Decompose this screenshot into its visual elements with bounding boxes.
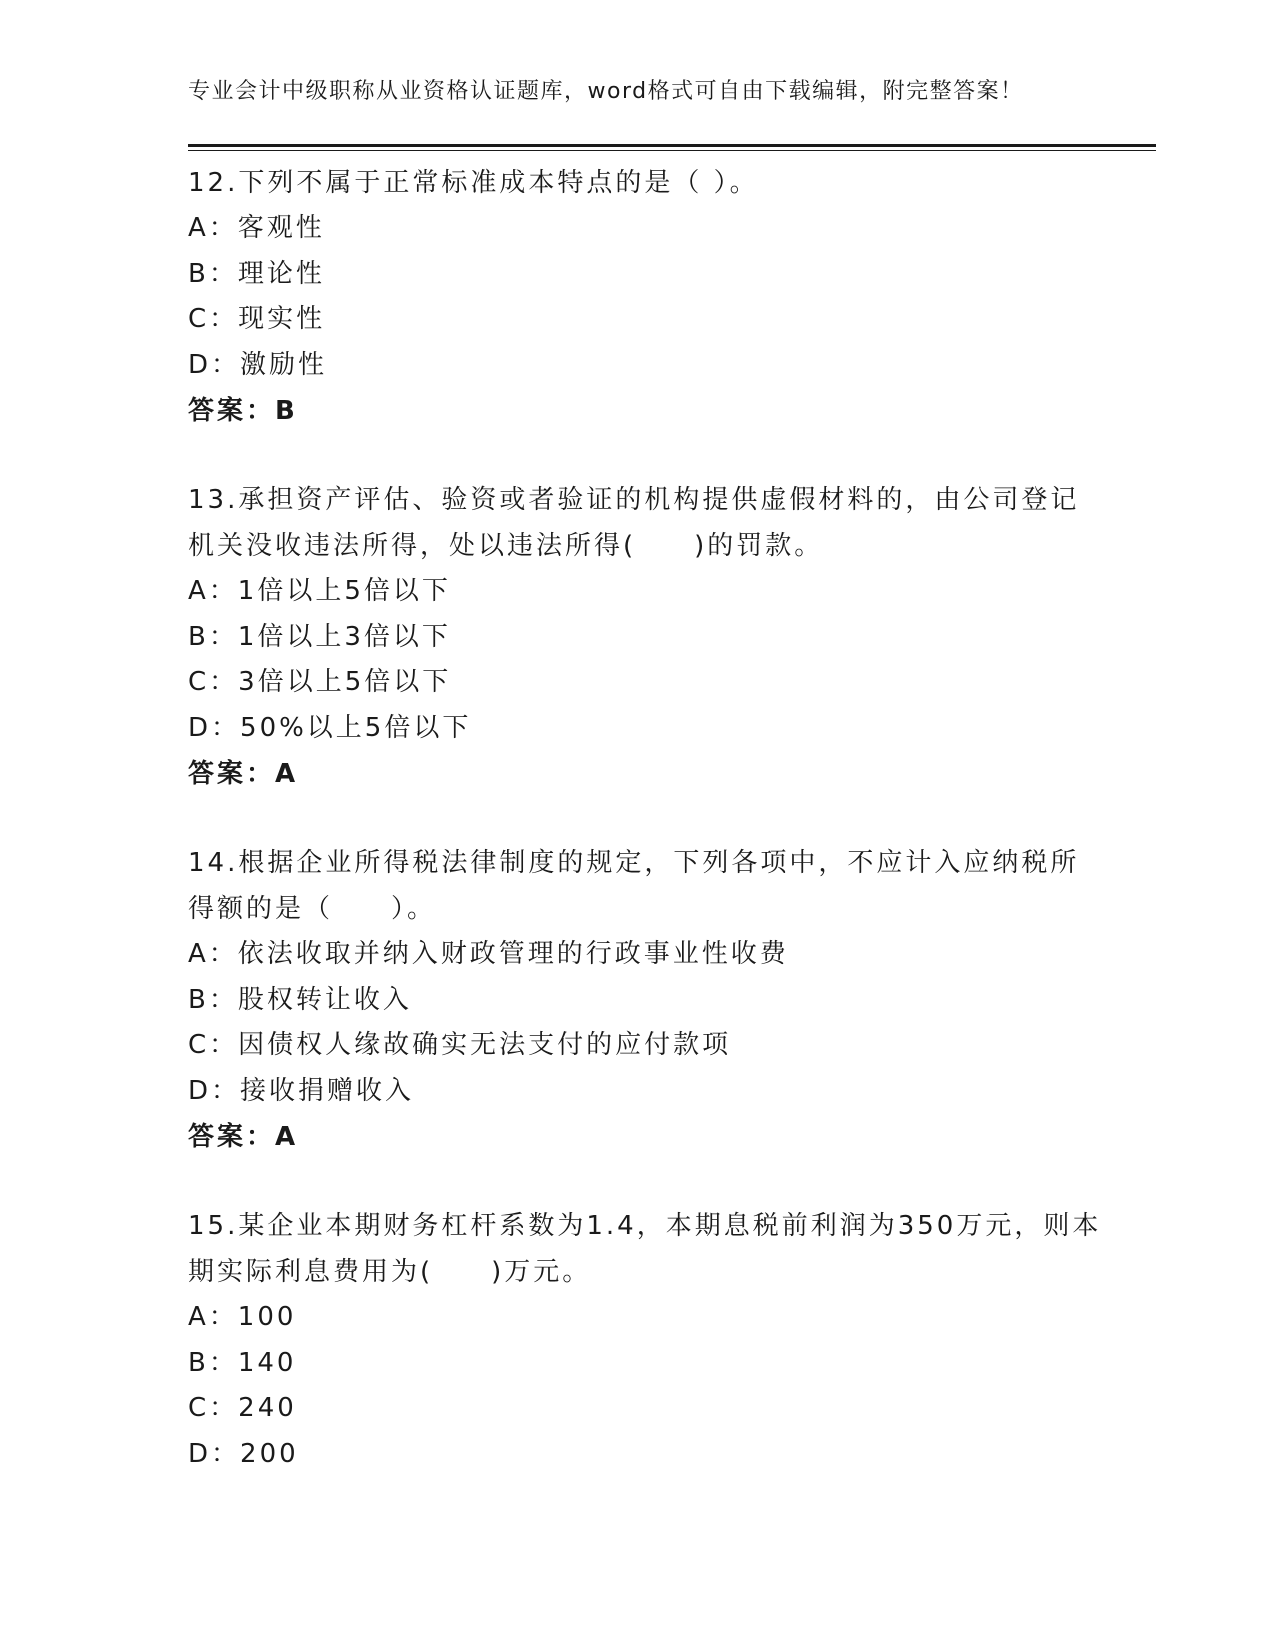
option-c: C：现实性 (188, 304, 326, 334)
option-d: D：接收捐赠收入 (188, 1075, 415, 1106)
question-15 (188, 1203, 1108, 1477)
option-d: D：50%以上5倍以下 (188, 712, 472, 743)
option-b: B：1倍以上3倍以下 (188, 621, 451, 652)
header-divider (188, 144, 1156, 151)
option-d: D：200 (188, 1438, 299, 1469)
question-stem: 12.下列不属于正常标准成本特点的是（ ）。 (188, 168, 759, 198)
question-14 (188, 840, 1108, 1160)
answer: 答案：A (188, 1122, 299, 1152)
answer: 答案：B (188, 396, 298, 426)
option-c: C：3倍以上5倍以下 (188, 667, 452, 697)
answer: 答案：A (188, 759, 299, 789)
question-12 (188, 160, 1108, 434)
page-header: 专业会计中级职称从业资格认证题库，word格式可自由下载编辑，附完整答案！ (188, 79, 1024, 104)
option-a: A：客观性 (188, 213, 325, 243)
option-a: A：100 (188, 1302, 297, 1332)
question-stem: 15.某企业本期财务杠杆系数为1.4，本期息税前利润为350万元，则本期实际利息费用为( )万元。 (188, 1211, 1102, 1287)
question-stem: 14.根据企业所得税法律制度的规定，下列各项中，不应计入应纳税所得额的是（ ）。 (188, 848, 1080, 924)
option-a: A：依法收取并纳入财政管理的行政事业性收费 (188, 939, 789, 969)
option-b: B：理论性 (188, 258, 325, 289)
option-b: B：140 (188, 1347, 297, 1378)
question-stem: 13.承担资产评估、验资或者验证的机构提供虚假材料的，由公司登记机关没收违法所得，处以违法所得( )的罚款。 (188, 485, 1080, 561)
question-list (188, 160, 1108, 1520)
option-c: C：因债权人缘故确实无法支付的应付款项 (188, 1030, 732, 1060)
question-13 (188, 477, 1108, 797)
option-c: C：240 (188, 1393, 297, 1423)
option-d: D：激励性 (188, 349, 328, 380)
option-a: A：1倍以上5倍以下 (188, 576, 451, 606)
option-b: B：股权转让收入 (188, 984, 412, 1015)
